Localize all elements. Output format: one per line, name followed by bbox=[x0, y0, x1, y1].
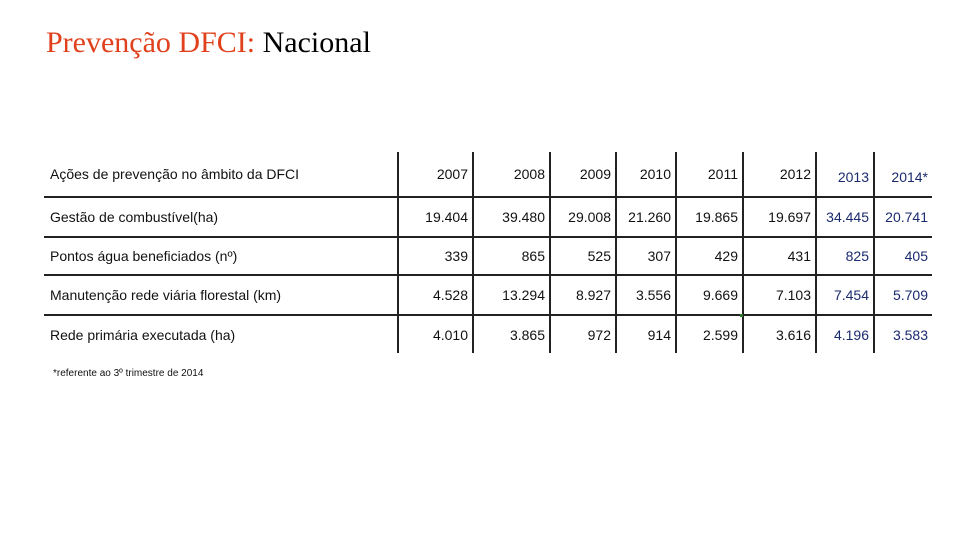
footnote: *referente ao 3º trimestre de 2014 bbox=[53, 368, 204, 379]
table-cell: 20.741 bbox=[874, 197, 932, 237]
table-row bbox=[44, 237, 932, 275]
page-title bbox=[46, 26, 371, 60]
table-cell: 4.528 bbox=[398, 275, 473, 315]
table-cell: 8.927 bbox=[550, 275, 616, 315]
table-cell: 5.709 bbox=[874, 275, 932, 315]
table-cell: 914 bbox=[616, 315, 676, 353]
table-cell: 13.294 bbox=[473, 275, 550, 315]
table-cell: 21.260 bbox=[616, 197, 676, 237]
table-cell: 825 bbox=[816, 237, 874, 275]
table-cell: 525 bbox=[550, 237, 616, 275]
row-label: Gestão de combustível(ha) bbox=[44, 197, 398, 237]
header-cell-2007: 2007 bbox=[398, 152, 473, 197]
table-cell: 431 bbox=[743, 237, 816, 275]
table-cell: 34.445 bbox=[816, 197, 874, 237]
table-cell: 3.865 bbox=[473, 315, 550, 353]
header-cell-action: Ações de prevenção no âmbito da DFCI bbox=[44, 152, 398, 197]
table-cell: 39.480 bbox=[473, 197, 550, 237]
title-accent: Prevenção DFCI: bbox=[46, 26, 256, 59]
header-cell-2014: 2014* bbox=[874, 152, 932, 197]
table-cell: 19.697 bbox=[743, 197, 816, 237]
header-cell-2011: 2011 bbox=[676, 152, 743, 197]
table-cell: 405 bbox=[874, 237, 932, 275]
header-cell-2012: 2012 bbox=[743, 152, 816, 197]
green-mark bbox=[740, 314, 743, 317]
table-cell: 7.103 bbox=[743, 275, 816, 315]
title-main: Nacional bbox=[262, 26, 371, 59]
header-cell-2009: 2009 bbox=[550, 152, 616, 197]
prevention-table bbox=[44, 152, 932, 353]
table-row bbox=[44, 315, 932, 353]
table-cell: 865 bbox=[473, 237, 550, 275]
header-cell-2013: 2013 bbox=[816, 152, 874, 197]
table-cell: 3.583 bbox=[892, 326, 928, 343]
table-cell: 972 bbox=[550, 315, 616, 353]
table-cell: 429 bbox=[676, 237, 743, 275]
table-cell: 339 bbox=[398, 237, 473, 275]
table-cell: 4.196 bbox=[816, 315, 874, 353]
table-row bbox=[44, 197, 932, 237]
header-cell-2010: 2010 bbox=[616, 152, 676, 197]
table-cell: 9.669 bbox=[676, 275, 743, 315]
table-cell: 2.599 bbox=[676, 315, 743, 353]
table-row bbox=[44, 275, 932, 315]
header-cell-2008: 2008 bbox=[473, 152, 550, 197]
table-cell: 29.008 bbox=[550, 197, 616, 237]
table-cell: 307 bbox=[616, 237, 676, 275]
table-header-row bbox=[44, 152, 932, 197]
table-cell: 19.404 bbox=[398, 197, 473, 237]
row-label: Manutenção rede viária florestal (km) bbox=[44, 275, 398, 315]
table-cell: 4.010 bbox=[398, 315, 473, 353]
row-label: Rede primária executada (ha) bbox=[44, 315, 398, 353]
row-label: Pontos água beneficiados (nº) bbox=[44, 237, 398, 275]
table-cell: 7.454 bbox=[816, 275, 874, 315]
table-cell: 19.865 bbox=[676, 197, 743, 237]
table-cell: 3.616 bbox=[743, 315, 816, 353]
table-cell: 3.556 bbox=[616, 275, 676, 315]
